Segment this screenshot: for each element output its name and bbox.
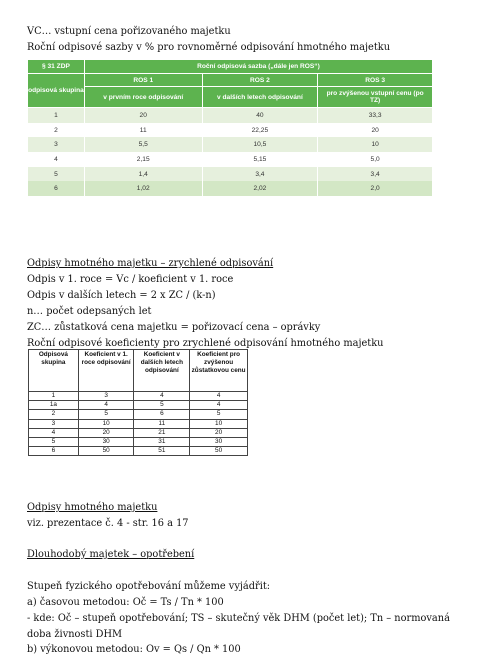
table-cell: 5,5 — [84, 137, 202, 152]
formula-next-years: Odpis v dalších letech = 2 x ZC / (k-n) — [27, 290, 216, 301]
table-cell: 5 — [28, 167, 85, 182]
table-cell: 4 — [78, 401, 134, 410]
table-cell: 50 — [78, 447, 134, 456]
table-row — [29, 410, 248, 419]
table-cell: 33,3 — [318, 108, 433, 123]
table-cell: 51 — [134, 447, 190, 456]
table-cell: 10 — [318, 137, 433, 152]
table-cell: 6 — [28, 181, 85, 196]
table-cell: 3,4 — [202, 167, 318, 182]
time-method: a) časovou metodou: Oč = Ts / Tn * 100 — [27, 597, 224, 608]
table-row — [29, 438, 248, 447]
table-row — [28, 108, 433, 123]
coefficients-table — [28, 349, 248, 456]
performance-method: b) výkonovou metodou: Ov = Qs / Qn * 100 — [27, 644, 241, 655]
table-cell: 2,15 — [84, 152, 202, 167]
coef-header-increased: Koeficient pro zvýšenou zůstatkovou cenu — [190, 350, 248, 392]
table-cell: 4 — [190, 392, 248, 401]
zc-definition: ZC… zůstatková cena majetku = pořizovací cena – oprávky — [27, 322, 321, 333]
table-cell: 5 — [134, 401, 190, 410]
formula-first-year: Odpis v 1. roce = Vc / koeficient v 1. roce — [27, 274, 234, 285]
table-cell: 4 — [190, 401, 248, 410]
ros-table-group-label: odpisová skupina — [28, 74, 85, 108]
table-cell: 2 — [29, 410, 79, 419]
time-method-legend-cont: doba živnosti DHM — [27, 629, 123, 640]
table-cell: 2,0 — [318, 181, 433, 196]
table-row — [28, 152, 433, 167]
table-cell: 3,4 — [318, 167, 433, 182]
table-cell: 11 — [84, 123, 202, 138]
table-row — [29, 428, 248, 437]
table-cell: 3 — [29, 419, 79, 428]
ros-table-ros1: ROS 1 — [84, 74, 202, 87]
coefficients-caption: Roční odpisové koeficienty pro zrychlené odpisování hmotného majetku — [27, 338, 384, 349]
ros-table-header-right: Roční odpisová sazba („dále jen ROS“) — [84, 60, 432, 74]
table-cell: 5 — [78, 410, 134, 419]
table-cell: 20 — [190, 428, 248, 437]
table-row — [28, 167, 433, 182]
table-cell: 6 — [29, 447, 79, 456]
table-cell: 2,02 — [202, 181, 318, 196]
table-row — [29, 392, 248, 401]
ros-table-sub1: v prvním roce odpisování — [84, 87, 202, 108]
ros-table — [27, 59, 433, 196]
table-cell: 4 — [134, 392, 190, 401]
table-cell: 1a — [29, 401, 79, 410]
table-row — [28, 123, 433, 138]
table-cell: 3 — [28, 137, 85, 152]
n-definition: n… počet odepsaných let — [27, 306, 152, 317]
table-cell: 20 — [318, 123, 433, 138]
table-row — [29, 419, 248, 428]
table-cell: 1,4 — [84, 167, 202, 182]
table-cell: 31 — [134, 438, 190, 447]
table-cell: 5,0 — [318, 152, 433, 167]
coef-header-first: Koeficient v 1. roce odpisování — [78, 350, 134, 392]
table-cell: 30 — [190, 438, 248, 447]
table-cell: 4 — [29, 428, 79, 437]
accelerated-heading: Odpisy hmotného majetku – zrychlené odpisování — [27, 258, 274, 269]
table-cell: 40 — [202, 108, 318, 123]
table-cell: 4 — [28, 152, 85, 167]
table-row — [29, 401, 248, 410]
table-cell: 6 — [134, 410, 190, 419]
table-cell: 20 — [78, 428, 134, 437]
ros-table-sub3: pro zvýšenou vstupní cenu (po TZ) — [318, 87, 433, 108]
ros-table-ros3: ROS 3 — [318, 74, 433, 87]
table-cell: 5 — [29, 438, 79, 447]
time-method-legend: - kde: Oč – stupeň opotřebování; TS – skutečný věk DHM (počet let); Tn – normovaná — [27, 613, 450, 624]
table-cell: 10 — [78, 419, 134, 428]
table-cell: 50 — [190, 447, 248, 456]
table-cell: 5 — [190, 410, 248, 419]
table-cell: 1 — [28, 108, 85, 123]
table-cell: 1 — [29, 392, 79, 401]
table-cell: 3 — [78, 392, 134, 401]
table-cell: 30 — [78, 438, 134, 447]
coef-header-group: Odpisová skupina — [29, 350, 79, 392]
table-cell: 20 — [84, 108, 202, 123]
vc-definition: VC… vstupní cena pořizovaného majetku — [27, 26, 231, 37]
ros-table-ros2: ROS 2 — [202, 74, 318, 87]
table-row — [29, 447, 248, 456]
table-cell: 22,25 — [202, 123, 318, 138]
ros-caption: Roční odpisové sazby v % pro rovnoměrné odpisování hmotného majetku — [27, 42, 391, 53]
table-row — [28, 137, 433, 152]
ros-table-header-left: § 31 ZDP — [28, 60, 85, 74]
coef-header-next: Koeficient v dalších letech odpisování — [134, 350, 190, 392]
wear-heading: Dlouhodobý majetek – opotřebení — [27, 549, 195, 560]
depreciation-heading: Odpisy hmotného majetku — [27, 502, 158, 513]
presentation-reference: viz. prezentace č. 4 - str. 16 a 17 — [27, 518, 189, 529]
wear-intro: Stupeň fyzického opotřebování můžeme vyjádřit: — [27, 581, 271, 592]
table-row — [28, 181, 433, 196]
table-cell: 10,5 — [202, 137, 318, 152]
table-cell: 11 — [134, 419, 190, 428]
table-cell: 10 — [190, 419, 248, 428]
table-cell: 2 — [28, 123, 85, 138]
table-cell: 21 — [134, 428, 190, 437]
table-cell: 1,02 — [84, 181, 202, 196]
table-cell: 5,15 — [202, 152, 318, 167]
ros-table-sub2: v dalších letech odpisování — [202, 87, 318, 108]
